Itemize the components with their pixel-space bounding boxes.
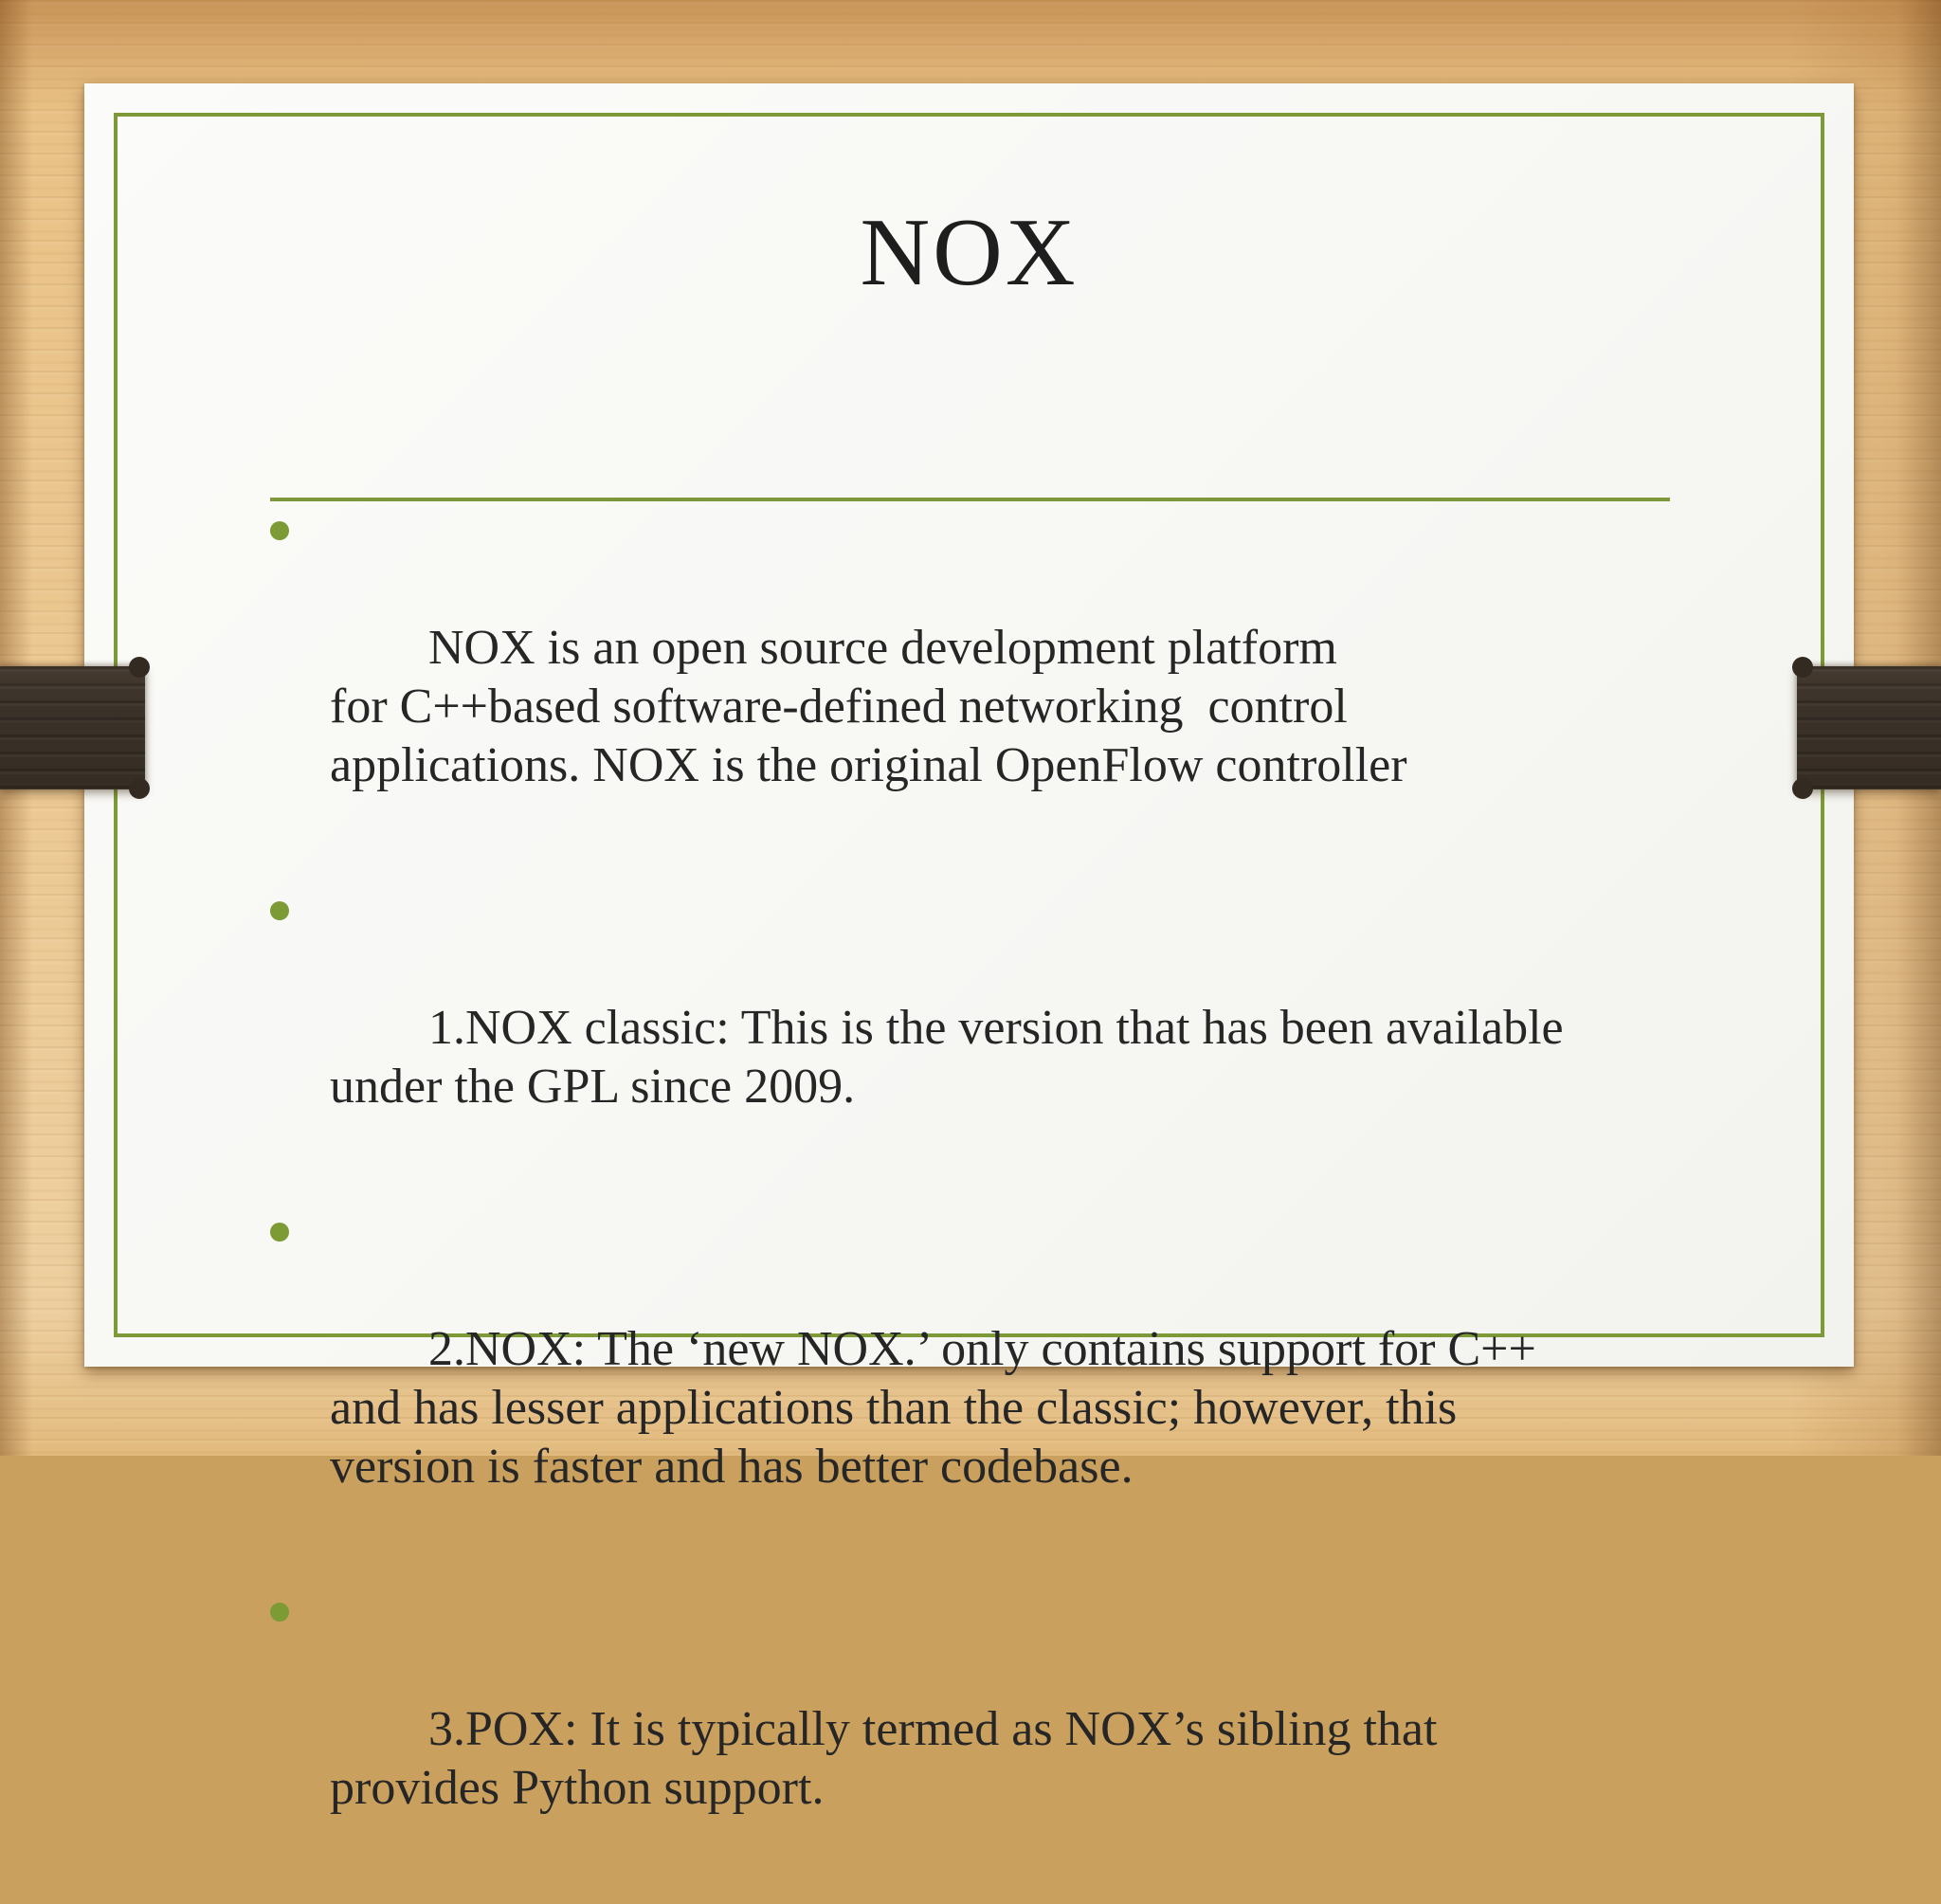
left-strap bbox=[0, 666, 145, 789]
bullet-item bbox=[270, 1583, 1711, 1877]
strap-end-icon bbox=[1792, 657, 1813, 678]
bullet-text: NOX is an open source development platform for C++based software-defined networking control applications. NOX is the original OpenFlow controller bbox=[330, 621, 1407, 792]
bullet-text: 2.NOX: The ‘new NOX.’ only contains support for C++ and has lesser applications than the classic; however, this version is faster and has better codebase. bbox=[330, 1322, 1536, 1494]
bullet-dot-icon bbox=[270, 1603, 289, 1622]
bullet-text: 1.NOX classic: This is the version that has been available under the GPL since 2009. bbox=[330, 1001, 1564, 1114]
bullet-item bbox=[270, 501, 1711, 854]
bullet-item bbox=[270, 881, 1711, 1175]
right-strap bbox=[1797, 666, 1941, 789]
bullet-text: 3.POX: It is typically termed as NOX’s sibling that provides Python support. bbox=[330, 1702, 1438, 1815]
bullet-dot-icon bbox=[270, 901, 289, 920]
bullet-dot-icon bbox=[270, 1223, 289, 1242]
slide-title: NOX bbox=[860, 199, 1079, 306]
bullet-item bbox=[270, 1203, 1711, 1555]
strap-end-icon bbox=[1792, 778, 1813, 799]
slide-card bbox=[84, 83, 1854, 1815]
bullet-list bbox=[270, 501, 1711, 1904]
strap-end-icon bbox=[129, 778, 150, 799]
strap-end-icon bbox=[129, 657, 150, 678]
bullet-dot-icon bbox=[270, 521, 289, 540]
